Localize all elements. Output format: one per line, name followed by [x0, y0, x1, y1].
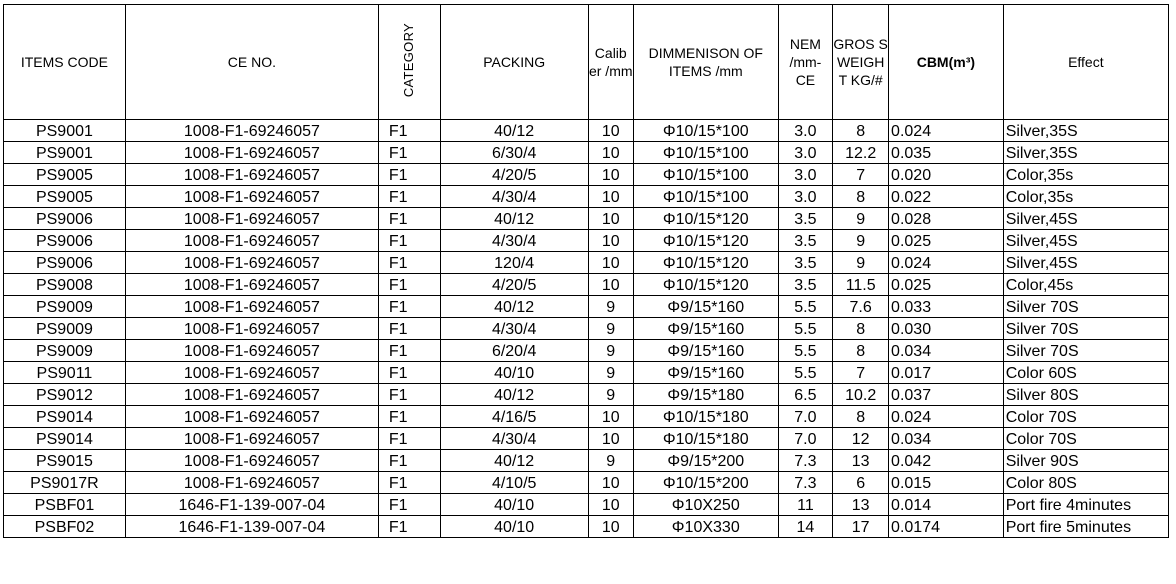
- cell-caliber: 9: [588, 384, 633, 406]
- header-packing: PACKING: [440, 5, 588, 120]
- cell-items-code: PS9001: [4, 120, 126, 142]
- cell-caliber: 10: [588, 406, 633, 428]
- cell-category: F1: [378, 296, 440, 318]
- cell-effect: Silver,35S: [1003, 120, 1168, 142]
- cell-gross-weight: 9: [833, 208, 889, 230]
- cell-ce-no: 1008-F1-69246057: [125, 142, 378, 164]
- cell-gross-weight: 12.2: [833, 142, 889, 164]
- cell-nem: 5.5: [778, 296, 833, 318]
- cell-ce-no: 1008-F1-69246057: [125, 252, 378, 274]
- cell-packing: 120/4: [440, 252, 588, 274]
- cell-caliber: 9: [588, 318, 633, 340]
- cell-packing: 4/30/4: [440, 318, 588, 340]
- header-caliber: Calib er /mm: [588, 5, 633, 120]
- cell-effect: Silver,45S: [1003, 230, 1168, 252]
- cell-nem: 3.5: [778, 208, 833, 230]
- header-items-code: ITEMS CODE: [4, 5, 126, 120]
- table-row: [4, 164, 1169, 186]
- cell-caliber: 10: [588, 494, 633, 516]
- cell-dimension: Φ9/15*200: [633, 450, 778, 472]
- cell-ce-no: 1008-F1-69246057: [125, 384, 378, 406]
- cell-ce-no: 1008-F1-69246057: [125, 186, 378, 208]
- cell-nem: 7.0: [778, 428, 833, 450]
- cell-effect: Color 80S: [1003, 472, 1168, 494]
- cell-items-code: PS9001: [4, 142, 126, 164]
- cell-cbm: 0.033: [889, 296, 1004, 318]
- cell-effect: Silver 70S: [1003, 296, 1168, 318]
- cell-dimension: Φ10/15*100: [633, 164, 778, 186]
- cell-nem: 3.0: [778, 120, 833, 142]
- cell-ce-no: 1008-F1-69246057: [125, 318, 378, 340]
- cell-gross-weight: 8: [833, 186, 889, 208]
- cell-nem: 5.5: [778, 318, 833, 340]
- cell-items-code: PS9005: [4, 186, 126, 208]
- cell-gross-weight: 8: [833, 340, 889, 362]
- cell-dimension: Φ10/15*120: [633, 252, 778, 274]
- cell-effect: Silver,45S: [1003, 208, 1168, 230]
- cell-cbm: 0.025: [889, 230, 1004, 252]
- cell-category: F1: [378, 516, 440, 538]
- cell-caliber: 9: [588, 296, 633, 318]
- cell-ce-no: 1008-F1-69246057: [125, 472, 378, 494]
- cell-nem: 3.5: [778, 252, 833, 274]
- table-row: [4, 340, 1169, 362]
- cell-cbm: 0.022: [889, 186, 1004, 208]
- cell-packing: 4/30/4: [440, 230, 588, 252]
- table-row: [4, 208, 1169, 230]
- cell-packing: 40/12: [440, 208, 588, 230]
- cell-effect: Silver,35S: [1003, 142, 1168, 164]
- cell-items-code: PS9014: [4, 406, 126, 428]
- cell-effect: Port fire 4minutes: [1003, 494, 1168, 516]
- header-effect: Effect: [1003, 5, 1168, 120]
- cell-dimension: Φ10/15*120: [633, 208, 778, 230]
- cell-dimension: Φ9/15*160: [633, 296, 778, 318]
- cell-ce-no: 1008-F1-69246057: [125, 230, 378, 252]
- cell-ce-no: 1008-F1-69246057: [125, 120, 378, 142]
- table-row: [4, 472, 1169, 494]
- cell-gross-weight: 17: [833, 516, 889, 538]
- cell-gross-weight: 8: [833, 406, 889, 428]
- cell-category: F1: [378, 230, 440, 252]
- cell-category: F1: [378, 428, 440, 450]
- cell-cbm: 0.034: [889, 428, 1004, 450]
- cell-cbm: 0.024: [889, 120, 1004, 142]
- cell-nem: 6.5: [778, 384, 833, 406]
- cell-effect: Silver,45S: [1003, 252, 1168, 274]
- table-row: [4, 230, 1169, 252]
- cell-items-code: PS9009: [4, 318, 126, 340]
- cell-caliber: 9: [588, 340, 633, 362]
- cell-cbm: 0.017: [889, 362, 1004, 384]
- cell-caliber: 9: [588, 450, 633, 472]
- cell-items-code: PS9008: [4, 274, 126, 296]
- header-ce-no: CE NO.: [125, 5, 378, 120]
- cell-gross-weight: 13: [833, 494, 889, 516]
- table-row: [4, 296, 1169, 318]
- cell-items-code: PS9011: [4, 362, 126, 384]
- cell-gross-weight: 7.6: [833, 296, 889, 318]
- cell-gross-weight: 8: [833, 318, 889, 340]
- cell-cbm: 0.024: [889, 252, 1004, 274]
- cell-cbm: 0.037: [889, 384, 1004, 406]
- table-row: [4, 274, 1169, 296]
- cell-nem: 3.0: [778, 142, 833, 164]
- cell-ce-no: 1008-F1-69246057: [125, 296, 378, 318]
- table-row: [4, 428, 1169, 450]
- cell-dimension: Φ9/15*160: [633, 362, 778, 384]
- table-row: [4, 120, 1169, 142]
- product-spec-table: [3, 4, 1169, 538]
- cell-effect: Silver 70S: [1003, 318, 1168, 340]
- cell-gross-weight: 9: [833, 252, 889, 274]
- cell-effect: Port fire 5minutes: [1003, 516, 1168, 538]
- cell-nem: 5.5: [778, 340, 833, 362]
- cell-effect: Silver 70S: [1003, 340, 1168, 362]
- cell-items-code: PS9014: [4, 428, 126, 450]
- cell-category: F1: [378, 208, 440, 230]
- cell-cbm: 0.024: [889, 406, 1004, 428]
- cell-nem: 7.3: [778, 472, 833, 494]
- cell-category: F1: [378, 384, 440, 406]
- cell-effect: Color,35s: [1003, 164, 1168, 186]
- cell-cbm: 0.020: [889, 164, 1004, 186]
- cell-caliber: 10: [588, 164, 633, 186]
- cell-dimension: Φ9/15*180: [633, 384, 778, 406]
- cell-gross-weight: 10.2: [833, 384, 889, 406]
- cell-ce-no: 1008-F1-69246057: [125, 362, 378, 384]
- cell-items-code: PS9006: [4, 208, 126, 230]
- cell-ce-no: 1008-F1-69246057: [125, 428, 378, 450]
- table-row: [4, 450, 1169, 472]
- cell-category: F1: [378, 252, 440, 274]
- cell-gross-weight: 7: [833, 362, 889, 384]
- table-body: [4, 120, 1169, 538]
- cell-category: F1: [378, 274, 440, 296]
- cell-items-code: PSBF02: [4, 516, 126, 538]
- cell-category: F1: [378, 164, 440, 186]
- cell-nem: 7.0: [778, 406, 833, 428]
- cell-packing: 40/12: [440, 120, 588, 142]
- cell-category: F1: [378, 472, 440, 494]
- cell-cbm: 0.025: [889, 274, 1004, 296]
- cell-caliber: 10: [588, 428, 633, 450]
- cell-nem: 14: [778, 516, 833, 538]
- cell-nem: 7.3: [778, 450, 833, 472]
- cell-effect: Color,35s: [1003, 186, 1168, 208]
- cell-effect: Silver 90S: [1003, 450, 1168, 472]
- cell-ce-no: 1008-F1-69246057: [125, 450, 378, 472]
- cell-nem: 3.5: [778, 274, 833, 296]
- table-row: [4, 384, 1169, 406]
- cell-dimension: Φ10X330: [633, 516, 778, 538]
- cell-caliber: 10: [588, 274, 633, 296]
- cell-category: F1: [378, 318, 440, 340]
- cell-category: F1: [378, 120, 440, 142]
- cell-ce-no: 1008-F1-69246057: [125, 406, 378, 428]
- cell-items-code: PS9005: [4, 164, 126, 186]
- cell-caliber: 10: [588, 208, 633, 230]
- cell-nem: 3.0: [778, 186, 833, 208]
- cell-dimension: Φ9/15*160: [633, 340, 778, 362]
- header-dimension: DIMMENISON OF ITEMS /mm: [633, 5, 778, 120]
- cell-nem: 3.5: [778, 230, 833, 252]
- cell-ce-no: 1008-F1-69246057: [125, 274, 378, 296]
- cell-packing: 4/30/4: [440, 428, 588, 450]
- cell-packing: 6/20/4: [440, 340, 588, 362]
- cell-packing: 4/30/4: [440, 186, 588, 208]
- table-row: [4, 516, 1169, 538]
- cell-packing: 4/16/5: [440, 406, 588, 428]
- cell-packing: 40/12: [440, 450, 588, 472]
- cell-ce-no: 1646-F1-139-007-04: [125, 494, 378, 516]
- cell-gross-weight: 6: [833, 472, 889, 494]
- cell-cbm: 0.014: [889, 494, 1004, 516]
- cell-caliber: 9: [588, 362, 633, 384]
- cell-cbm: 0.042: [889, 450, 1004, 472]
- cell-cbm: 0.030: [889, 318, 1004, 340]
- cell-cbm: 0.0174: [889, 516, 1004, 538]
- cell-gross-weight: 11.5: [833, 274, 889, 296]
- header-row: [4, 5, 1169, 120]
- cell-category: F1: [378, 406, 440, 428]
- cell-effect: Color 70S: [1003, 428, 1168, 450]
- cell-packing: 40/10: [440, 362, 588, 384]
- header-cbm: CBM(m³): [889, 5, 1004, 120]
- cell-items-code: PS9009: [4, 340, 126, 362]
- cell-nem: 3.0: [778, 164, 833, 186]
- table-row: [4, 252, 1169, 274]
- cell-category: F1: [378, 142, 440, 164]
- cell-caliber: 10: [588, 516, 633, 538]
- cell-effect: Silver 80S: [1003, 384, 1168, 406]
- header-nem: NEM /mm- CE: [778, 5, 833, 120]
- header-category-label: CATEGORY: [401, 22, 417, 98]
- cell-category: F1: [378, 362, 440, 384]
- cell-dimension: Φ10/15*120: [633, 274, 778, 296]
- table-row: [4, 362, 1169, 384]
- cell-gross-weight: 9: [833, 230, 889, 252]
- cell-caliber: 10: [588, 230, 633, 252]
- cell-dimension: Φ10/15*100: [633, 142, 778, 164]
- cell-caliber: 10: [588, 252, 633, 274]
- cell-category: F1: [378, 494, 440, 516]
- cell-caliber: 10: [588, 120, 633, 142]
- cell-effect: Color 60S: [1003, 362, 1168, 384]
- cell-items-code: PS9015: [4, 450, 126, 472]
- header-gross-weight: GROS S WEIGH T KG/#: [833, 5, 889, 120]
- cell-nem: 11: [778, 494, 833, 516]
- cell-ce-no: 1008-F1-69246057: [125, 208, 378, 230]
- cell-cbm: 0.034: [889, 340, 1004, 362]
- cell-caliber: 10: [588, 186, 633, 208]
- cell-packing: 4/20/5: [440, 274, 588, 296]
- cell-ce-no: 1646-F1-139-007-04: [125, 516, 378, 538]
- cell-cbm: 0.015: [889, 472, 1004, 494]
- cell-packing: 40/10: [440, 494, 588, 516]
- cell-items-code: PSBF01: [4, 494, 126, 516]
- cell-caliber: 10: [588, 472, 633, 494]
- cell-gross-weight: 12: [833, 428, 889, 450]
- table-row: [4, 406, 1169, 428]
- cell-gross-weight: 13: [833, 450, 889, 472]
- cell-items-code: PS9006: [4, 230, 126, 252]
- cell-dimension: Φ10/15*100: [633, 120, 778, 142]
- cell-dimension: Φ10/15*200: [633, 472, 778, 494]
- cell-caliber: 10: [588, 142, 633, 164]
- cell-dimension: Φ9/15*160: [633, 318, 778, 340]
- cell-dimension: Φ10X250: [633, 494, 778, 516]
- cell-gross-weight: 8: [833, 120, 889, 142]
- cell-cbm: 0.028: [889, 208, 1004, 230]
- table-row: [4, 494, 1169, 516]
- cell-items-code: PS9012: [4, 384, 126, 406]
- cell-dimension: Φ10/15*120: [633, 230, 778, 252]
- cell-ce-no: 1008-F1-69246057: [125, 164, 378, 186]
- header-category: [378, 5, 440, 120]
- cell-packing: 4/20/5: [440, 164, 588, 186]
- cell-cbm: 0.035: [889, 142, 1004, 164]
- cell-items-code: PS9009: [4, 296, 126, 318]
- cell-dimension: Φ10/15*180: [633, 428, 778, 450]
- cell-packing: 40/12: [440, 384, 588, 406]
- cell-ce-no: 1008-F1-69246057: [125, 340, 378, 362]
- cell-gross-weight: 7: [833, 164, 889, 186]
- table-row: [4, 186, 1169, 208]
- table-row: [4, 318, 1169, 340]
- table-row: [4, 142, 1169, 164]
- cell-packing: 6/30/4: [440, 142, 588, 164]
- cell-effect: Color 70S: [1003, 406, 1168, 428]
- cell-dimension: Φ10/15*100: [633, 186, 778, 208]
- cell-packing: 4/10/5: [440, 472, 588, 494]
- cell-nem: 5.5: [778, 362, 833, 384]
- cell-category: F1: [378, 340, 440, 362]
- cell-category: F1: [378, 186, 440, 208]
- cell-items-code: PS9017R: [4, 472, 126, 494]
- cell-packing: 40/10: [440, 516, 588, 538]
- cell-items-code: PS9006: [4, 252, 126, 274]
- cell-dimension: Φ10/15*180: [633, 406, 778, 428]
- cell-category: F1: [378, 450, 440, 472]
- cell-effect: Color,45s: [1003, 274, 1168, 296]
- cell-packing: 40/12: [440, 296, 588, 318]
